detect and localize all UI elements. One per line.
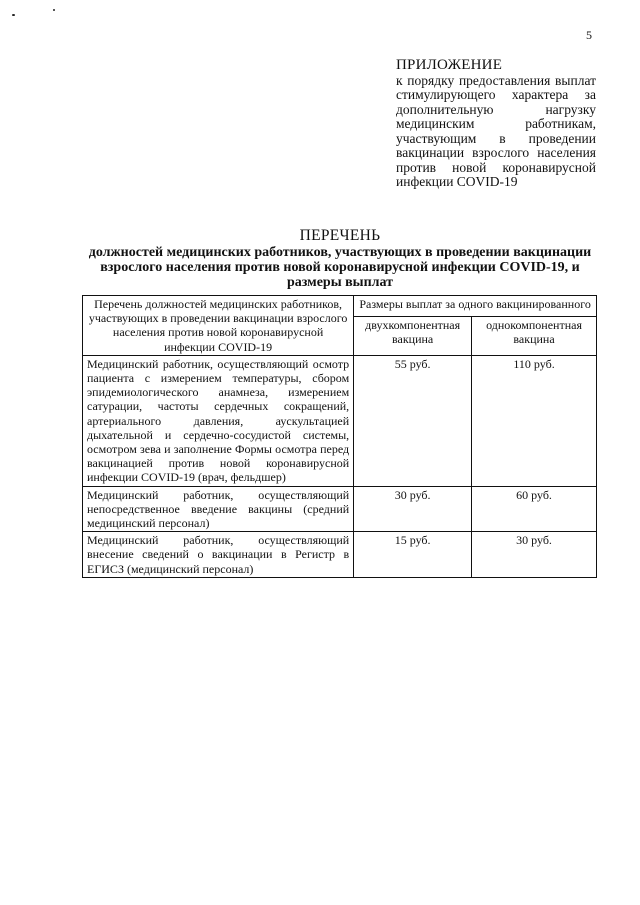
header-two-component: двухкомпонентная вакцина [354,317,472,356]
document-subtitle: должностей медицинских работников, участвующих в проведении вакцинации взрослого населения против новой коронавирусной инфекции COVID-19, и размеры выплат [88,245,592,290]
row-position: Медицинский работник, осуществляющий непосредственное введение вакцины (средний медицинский персонал) [83,486,354,532]
page-number: 5 [586,28,592,42]
row-one-component-value: 30 руб. [472,532,597,578]
document-heading [80,228,600,290]
table-row [83,532,597,578]
appendix-block [396,58,596,190]
document-title: ПЕРЕЧЕНЬ [299,227,381,244]
row-position: Медицинский работник, осуществляющий осмотр пациента с измерением температуры, сбором эпидемиологического анамнеза, измерением сатурации, частоты сердечных сокращений, артериального давления, аускультацией дыхательной и сердечно-сосудистой системы, осмотром зева и заполнение Формы осмотра перед вакцинацией против новой коронавирусной инфекции COVID-19 (врач, фельдшер) [83,355,354,486]
row-two-component-value: 15 руб. [354,532,472,578]
row-one-component-value: 110 руб. [472,355,597,486]
table-row [83,355,597,486]
appendix-title: ПРИЛОЖЕНИЕ [396,57,503,73]
row-two-component-value: 30 руб. [354,486,472,532]
row-position: Медицинский работник, осуществляющий внесение сведений о вакцинации в Регистр в ЕГИСЗ (медицинский персонал) [83,532,354,578]
row-one-component-value: 60 руб. [472,486,597,532]
payments-table [82,295,597,578]
row-two-component-value: 55 руб. [354,355,472,486]
header-one-component: однокомпонентная вакцина [472,317,597,356]
header-positions: Перечень должностей медицинских работников, участвующих в проведении вакцинации взрослого населения против новой коронавирусной инфекции COVID-19 [83,296,354,356]
table-row [83,486,597,532]
header-payments: Размеры выплат за одного вакцинированного [354,296,597,317]
scan-speck [12,14,15,16]
appendix-text: к порядку предоставления выплат стимулирующего характера за дополнительную нагрузку медицинским работникам, участвующим в проведении вакцинации взрослого населения против новой коронавирусной инфекции COVID-19 [396,72,596,189]
scan-speck [53,9,55,11]
table-header-row [83,296,597,317]
